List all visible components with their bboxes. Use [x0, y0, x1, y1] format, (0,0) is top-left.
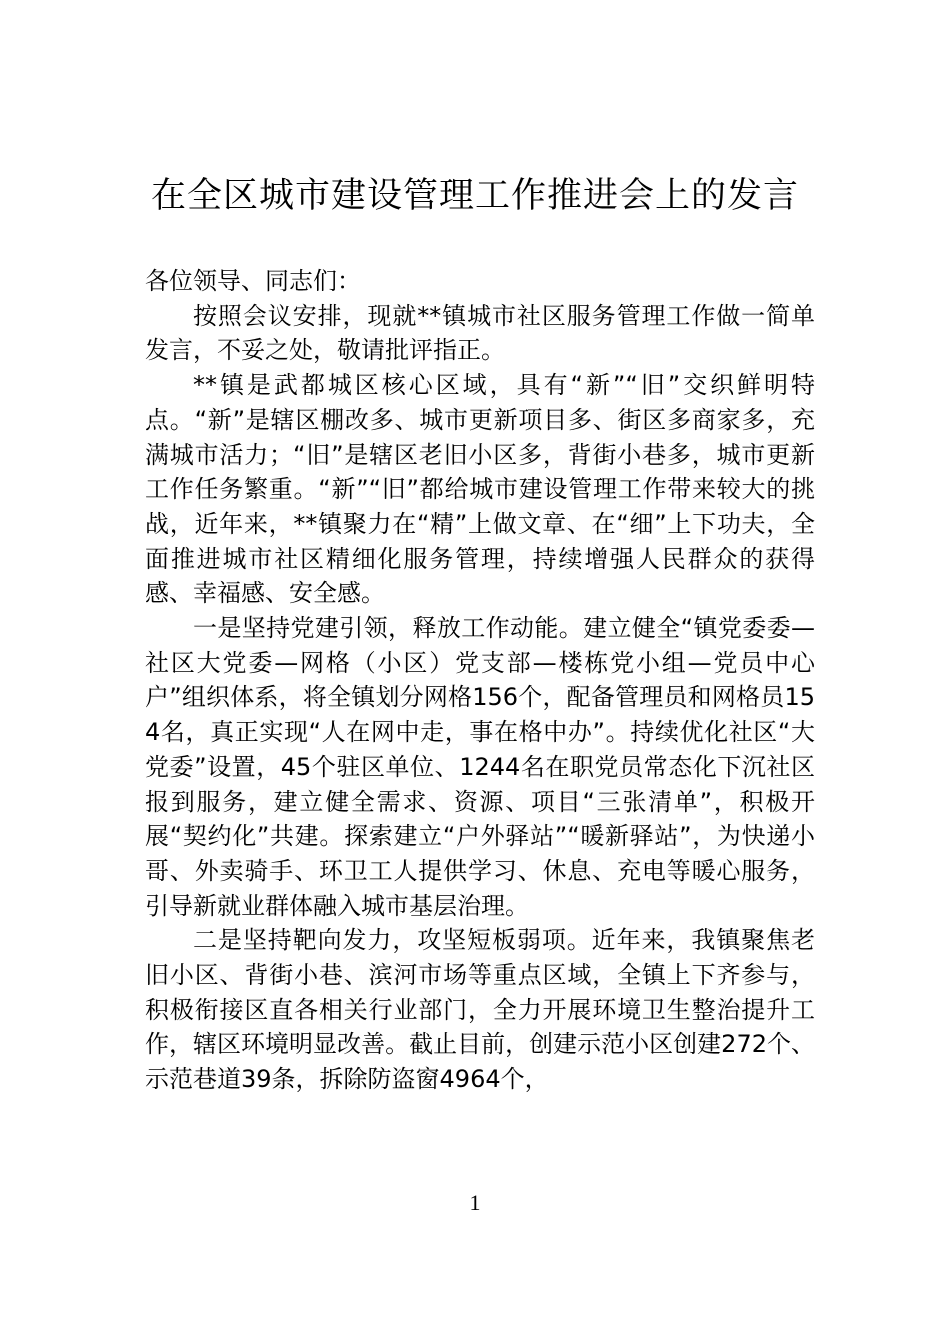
paragraph-party-building: 一是坚持党建引领，释放工作动能。建立健全“镇党委委—社区大党委—网格（小区）党支部—楼栋党小组—党员中心户”组织体系，将全镇划分网格156个，配备管理员和网格员154名，真正实现“人在网中走，事在格中办”。持续优化社区“大党委”设置，45个驻区单位、1244名在职党员常态化下沉社区报到服务，建立健全需求、资源、项目“三张清单”，积极开展“契约化”共建。探索建立“户外驿站”“暖新驿站”，为快递小哥、外卖骑手、环卫工人提供学习、休息、充电等暖心服务，引导新就业群体融入城市基层治理。 — [145, 614, 815, 920]
document-title: 在全区城市建设管理工作推进会上的发言 — [150, 176, 799, 216]
document-body — [145, 264, 815, 1097]
paragraph-intro: 按照会议安排，现就**镇城市社区服务管理工作做一简单发言，不妥之处，敬请批评指正。 — [145, 301, 815, 365]
page-number: 1 — [469, 1190, 481, 1215]
paragraph-targeted-efforts: 二是坚持靶向发力，攻坚短板弱项。近年来，我镇聚焦老旧小区、背街小巷、滨河市场等重点区域，全镇上下齐参与，积极衔接区直各相关行业部门，全力开展环境卫生整治提升工作，辖区环境明显改善。截止目前，创建示范小区创建272个、示范巷道39条，拆除防盗窗4964个， — [145, 926, 815, 1094]
salutation: 各位领导、同志们： — [145, 267, 361, 295]
paragraph-town-overview: **镇是武都城区核心区域，具有“新”“旧”交织鲜明特点。“新”是辖区棚改多、城市更新项目多、街区多商家多，充满城市活力；“旧”是辖区老旧小区多，背街小巷多，城市更新工作任务繁重。“新”“旧”都给城市建设管理工作带来较大的挑战，近年来，**镇聚力在“精”上做文章、在“细”上下功夫，全面推进城市社区精细化服务管理，持续增强人民群众的获得感、幸福感、安全感。 — [145, 371, 815, 608]
